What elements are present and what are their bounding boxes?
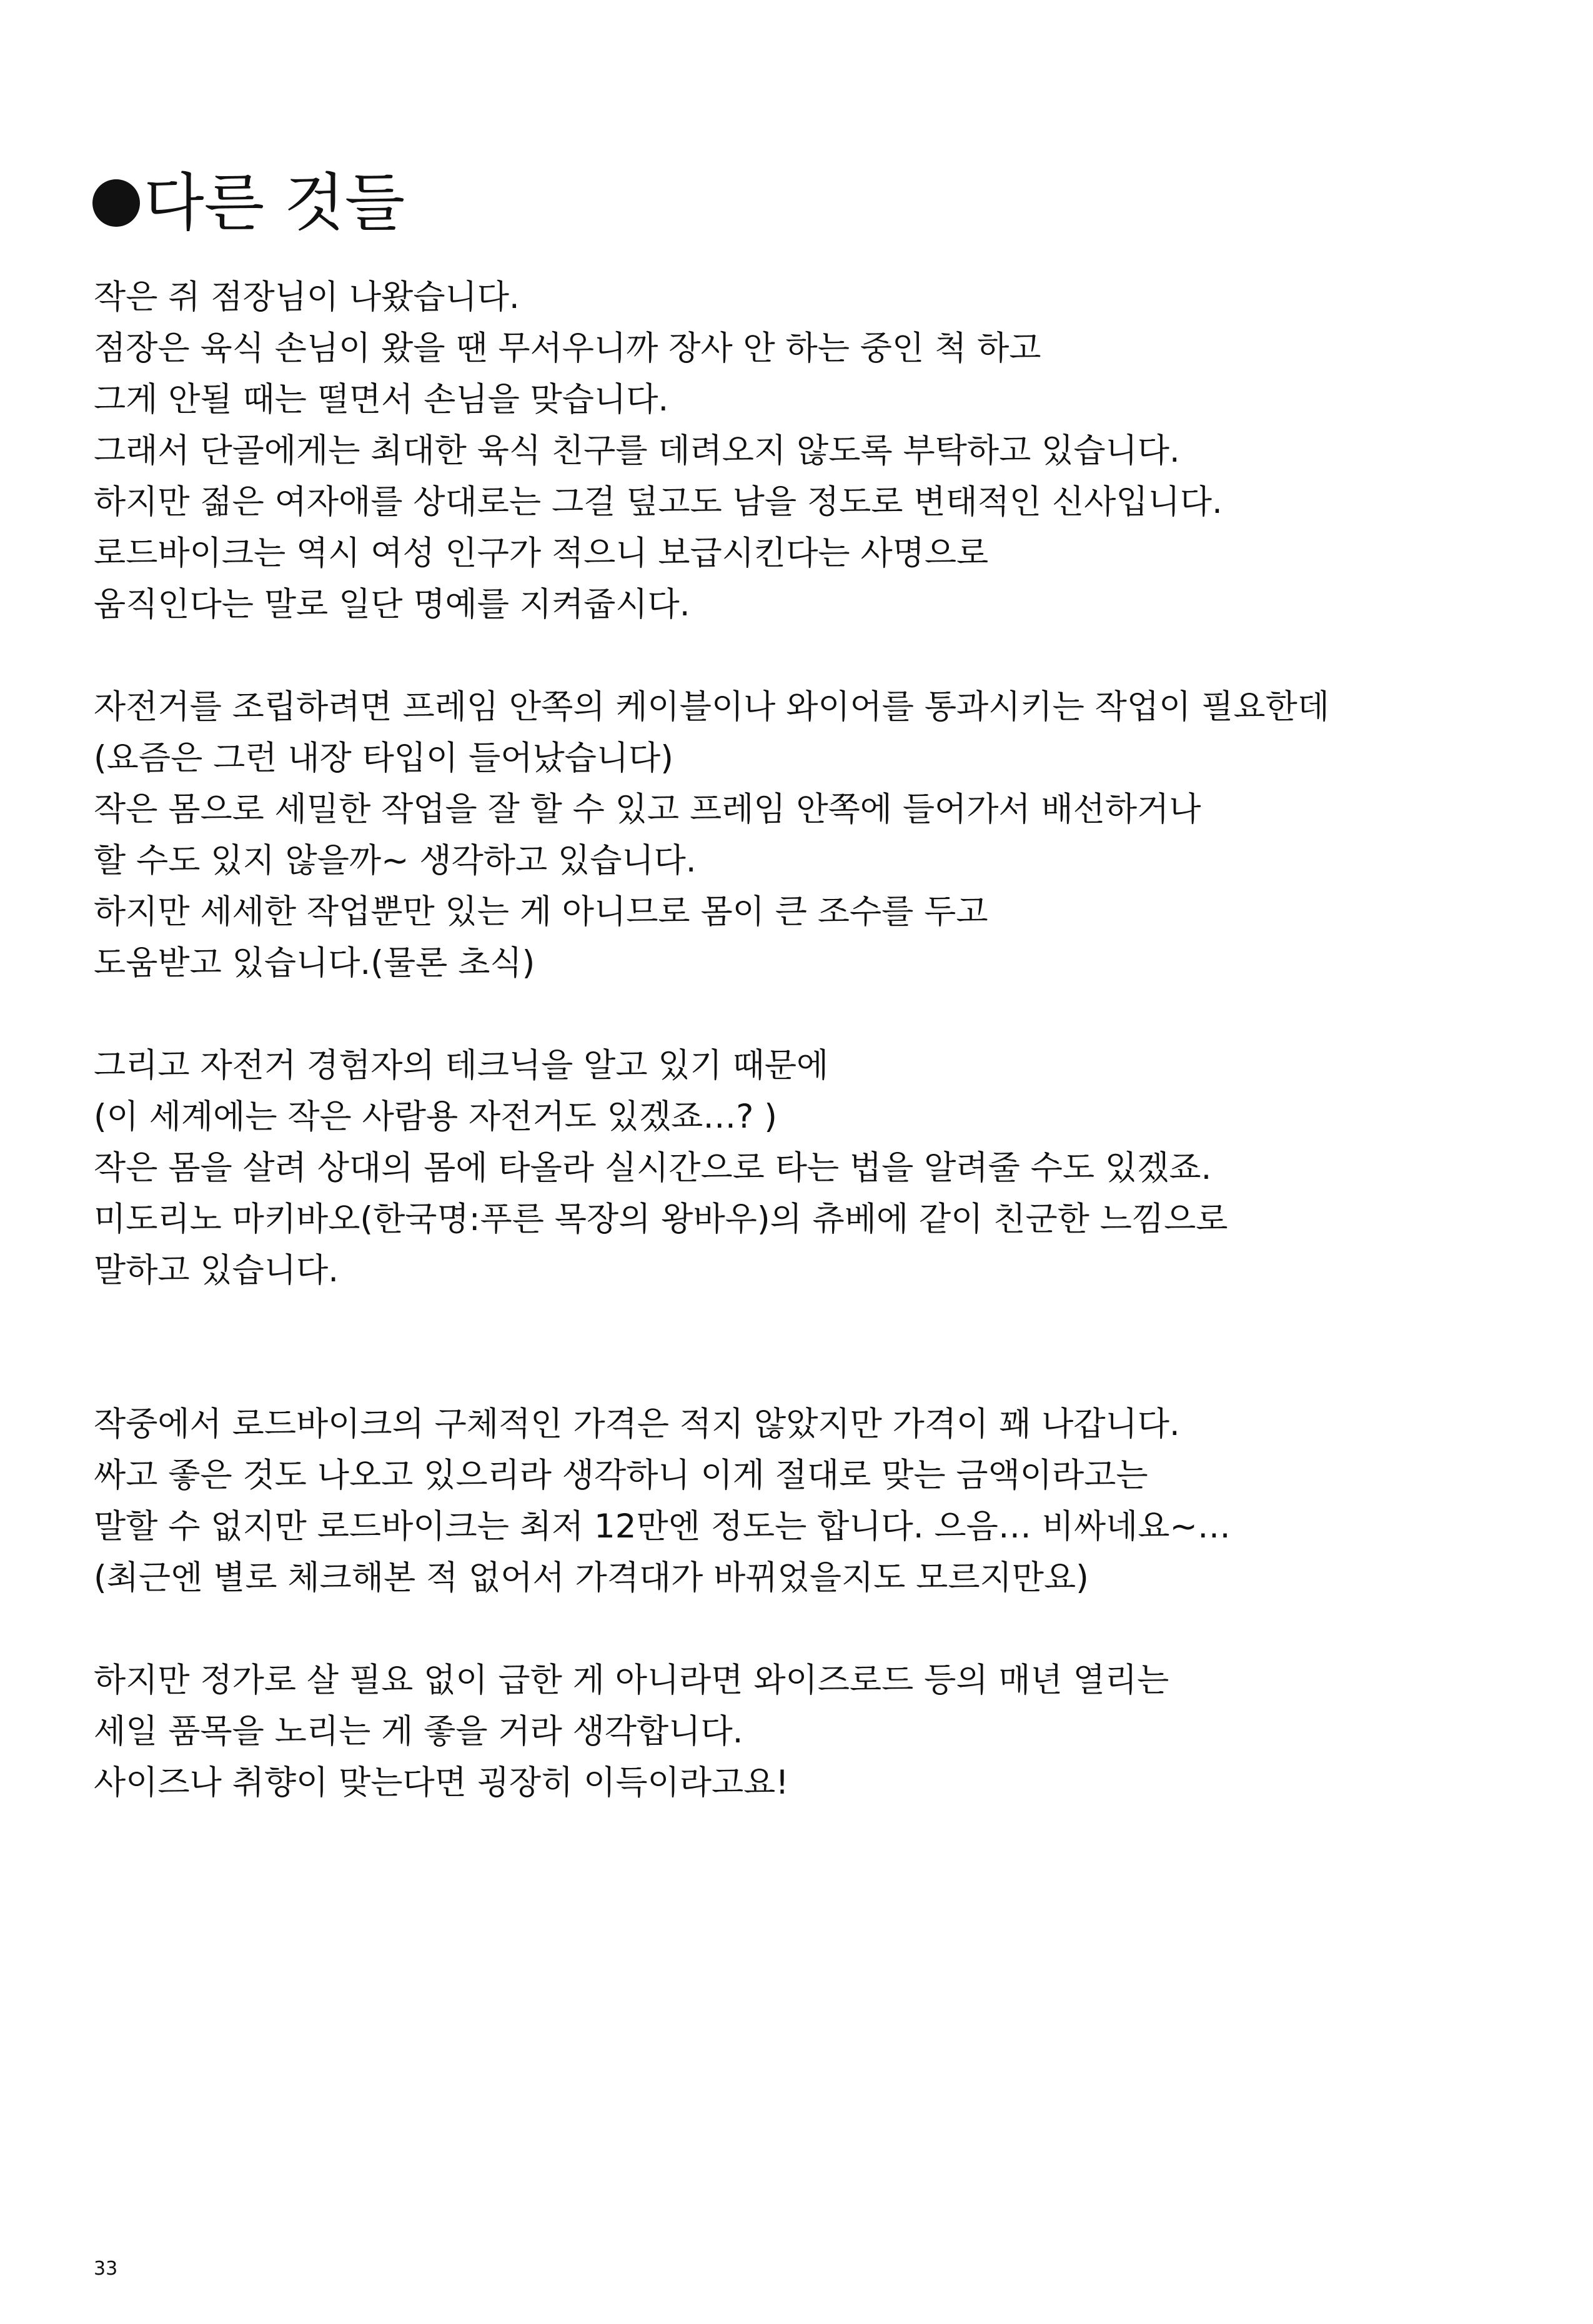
section-heading (92, 159, 405, 247)
text-line: (요즘은 그런 내장 타입이 들어났습니다) (94, 739, 673, 777)
text-line: 미도리노 마키바오(한국명:푸른 목장의 왕바우)의 츄베에 같이 친군한 느낌으로 (94, 1200, 1228, 1238)
text-line: 그게 안될 때는 떨면서 손님을 맞습니다. (94, 380, 669, 419)
paragraph-spacer (94, 1604, 1568, 1655)
paragraph-spacer (94, 630, 1568, 682)
text-line: 그리고 자전거 경험자의 테크닉을 알고 있기 때문에 (94, 1046, 829, 1085)
text-line: 세일 품목을 노리는 게 좋을 거라 생각합니다. (94, 1712, 743, 1750)
paragraph-price (94, 1399, 1568, 1604)
paragraph-spacer (94, 1296, 1568, 1399)
black-circle-icon (92, 179, 140, 227)
text-line: 작은 몸을 살려 상대의 몸에 타올라 실시간으로 타는 법을 알려줄 수도 있겠죠. (94, 1149, 1212, 1187)
heading-text: 다른 것들 (144, 166, 405, 239)
text-line: 자전거를 조립하려면 프레임 안쪽의 케이블이나 와이어를 통과시키는 작업이 필요한데 (94, 688, 1329, 726)
text-line: (최근엔 별로 체크해본 적 없어서 가격대가 바뀌었을지도 모르지만요) (94, 1559, 1089, 1597)
text-line: 사이즈나 취향이 맞는다면 굉장히 이득이라고요! (94, 1764, 789, 1802)
text-line: 할 수도 있지 않을까~ 생각하고 있습니다. (94, 842, 697, 880)
text-line: 작은 쥐 점장님이 나왔습니다. (94, 278, 520, 316)
paragraph-sale (94, 1655, 1568, 1809)
text-line: 하지만 세세한 작업뿐만 있는 게 아니므로 몸이 큰 조수를 두고 (94, 893, 988, 931)
text-line: 작중에서 로드바이크의 구체적인 가격은 적지 않았지만 가격이 꽤 나갑니다. (94, 1405, 1180, 1443)
text-line: 싸고 좋은 것도 나오고 있으리라 생각하니 이게 절대로 맞는 금액이라고는 (94, 1456, 1148, 1494)
text-line: 점장은 육식 손님이 왔을 땐 무서우니까 장사 안 하는 중인 척 하고 (94, 329, 1041, 367)
text-line: 로드바이크는 역시 여성 인구가 적으니 보급시킨다는 사명으로 (94, 534, 989, 572)
text-line: 그래서 단골에게는 최대한 육식 친구를 데려오지 않도록 부탁하고 있습니다. (94, 432, 1180, 470)
paragraph-spacer (94, 989, 1568, 1040)
page-number: 33 (94, 2258, 118, 2280)
paragraph-assembly (94, 682, 1568, 989)
body-text (94, 272, 1568, 1809)
text-line: 하지만 정가로 살 필요 없이 급한 게 아니라면 와이즈로드 등의 매년 열리는 (94, 1661, 1169, 1699)
text-line: 말하고 있습니다. (94, 1251, 339, 1289)
text-line: 말할 수 없지만 로드바이크는 최저 12만엔 정도는 합니다. 으음… 비싸네요~… (94, 1507, 1231, 1546)
text-line: 하지만 젊은 여자애를 상대로는 그걸 덮고도 남을 정도로 변태적인 신사입니다. (94, 483, 1223, 521)
text-line: (이 세계에는 작은 사람용 자전거도 있겠죠…? ) (94, 1098, 777, 1136)
paragraph-shopkeeper (94, 272, 1568, 630)
text-line: 움직인다는 말로 일단 명예를 지켜줍시다. (94, 585, 690, 623)
text-line: 도움받고 있습니다.(물론 초식) (94, 944, 535, 982)
text-line: 작은 몸으로 세밀한 작업을 잘 할 수 있고 프레임 안쪽에 들어가서 배선하거나 (94, 790, 1201, 828)
paragraph-technique (94, 1040, 1568, 1296)
